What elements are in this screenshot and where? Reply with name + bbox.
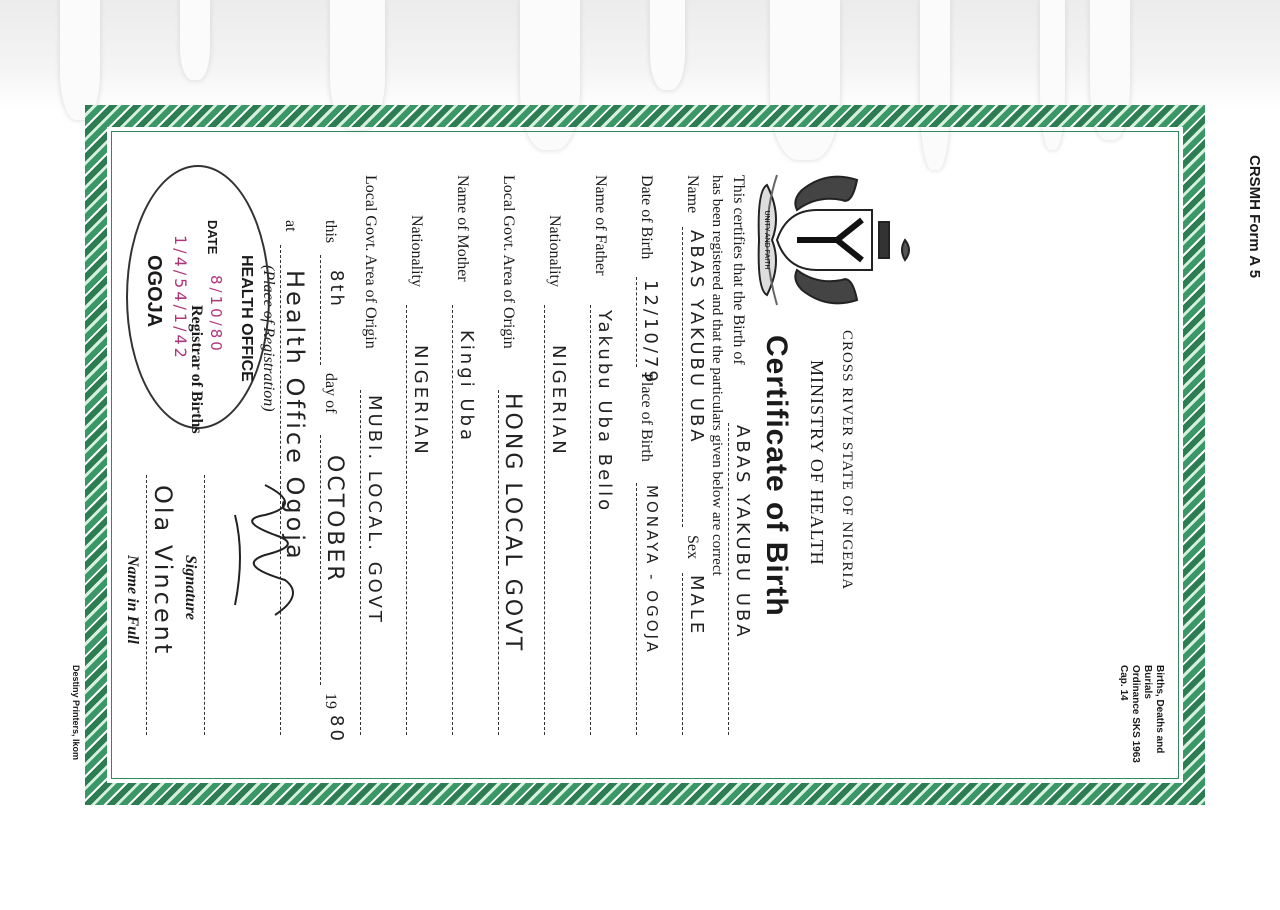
dotted-line [452, 305, 453, 735]
state-name: CROSS RIVER STATE OF NIGERIA [839, 330, 855, 591]
this-label: this [322, 220, 339, 244]
dotted-line [204, 475, 205, 735]
stamp-date: 8/10/80 [207, 275, 225, 354]
dotted-line [498, 390, 499, 735]
form-number: CRSMH Form A 5 [1246, 155, 1263, 279]
place-registration-label: (Place of Registration) [260, 265, 277, 412]
intro-line-1: This certifies that the Birth of [730, 175, 747, 365]
svg-text:UNITY AND FAITH: UNITY AND FAITH [763, 210, 770, 270]
at-label: at [282, 220, 299, 232]
dotted-line [544, 305, 545, 735]
handwritten-father: Yakubu Uba Bello [594, 310, 615, 514]
ordinance-line-1: Births, Deaths and Burials [1142, 665, 1165, 754]
stamp-date-label: DATE [205, 220, 220, 255]
dotted-line [406, 305, 407, 735]
handwritten-signatory: Ola Vincent [149, 485, 177, 657]
dotted-line [590, 305, 591, 735]
name-in-full-label: Name in Full [124, 555, 141, 644]
coat-of-arms-icon [742, 160, 917, 320]
handwritten-day: 8th [326, 270, 347, 309]
dotted-line [682, 227, 683, 527]
dotted-line [320, 255, 321, 365]
handwritten-name: ABAS YAKUBU UBA [686, 230, 707, 445]
lga-label: Local Govt. Area of Origin [500, 175, 517, 349]
ordinance-line-2: Ordinance SKS 1963 Cap. 14 [1118, 665, 1141, 763]
birth-certificate [71, 105, 1263, 805]
handwritten-year: 80 [326, 715, 347, 744]
handwritten-mother-nationality: NIGERIAN [410, 345, 431, 457]
day-of-label: day of [322, 373, 339, 414]
paper-damage [60, 0, 100, 120]
nationality-label: Nationality [546, 215, 563, 287]
registrar-label: Registrar of Births [188, 305, 205, 434]
handwritten-place-of-birth: MONAYA - OGOJA [643, 485, 661, 655]
sex-label: Sex [684, 535, 701, 559]
place-of-birth-label: Place of Birth [638, 373, 655, 462]
handwritten-sex: MALE [686, 575, 707, 637]
handwritten-birth-of: ABAS YAKUBU UBA [732, 425, 753, 640]
signature-scribble [205, 475, 325, 635]
paper-damage [650, 0, 685, 90]
handwritten-father-nationality: NIGERIAN [548, 345, 569, 457]
handwritten-mother-lga: MUBI. LOCAL. GOVT [364, 395, 385, 625]
father-label: Name of Father [592, 175, 609, 276]
name-label: Name [684, 175, 701, 214]
lga2-label: Local Govt. Area of Origin [362, 175, 379, 349]
nationality2-label: Nationality [408, 215, 425, 287]
dob-label: Date of Birth [638, 175, 655, 260]
stamp-bottom-text: OGOJA [143, 255, 165, 328]
printer-credit: Destiny Printers, Ikom [71, 665, 81, 761]
intro-line-2: has been registered and that the particulars given below are correct [709, 175, 725, 576]
dotted-line [728, 423, 729, 735]
ministry-name: MINISTRY OF HEALTH [807, 360, 827, 566]
handwritten-month: OCTOBER [322, 455, 347, 584]
handwritten-father-lga: HONG LOCAL GOVT [500, 393, 525, 654]
dotted-line [360, 390, 361, 735]
mother-label: Name of Mother [454, 175, 471, 282]
certificate-title: Certificate of Birth [760, 335, 793, 617]
handwritten-mother: Kingi Uba [456, 330, 477, 443]
handwritten-dob: 12/10/79 [640, 280, 661, 385]
handwritten-registration-place: Health Office Ogoja [281, 270, 309, 562]
paper-damage [180, 0, 210, 80]
stamp-ref: 1/4/54/1/42 [171, 235, 190, 361]
year-prefix: 19 [322, 693, 339, 709]
ordinance-reference [1117, 665, 1165, 785]
dotted-line [146, 475, 147, 735]
signature-label: Signature [182, 555, 199, 620]
dotted-line [682, 573, 683, 735]
dotted-line [636, 277, 637, 367]
dotted-line [636, 483, 637, 735]
stamp-top-text: HEALTH OFFICE [238, 255, 255, 382]
